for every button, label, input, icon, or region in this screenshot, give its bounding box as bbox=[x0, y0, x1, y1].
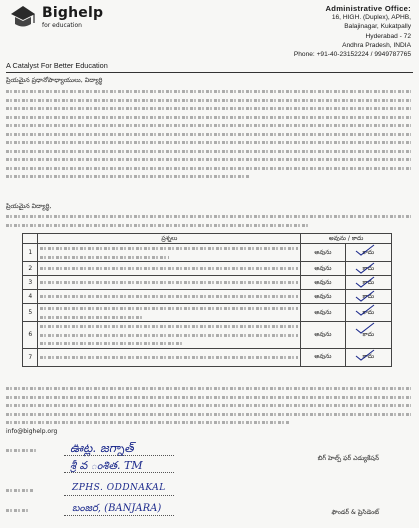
office-phone: Phone: +91-40-23152224 / 9949787765 bbox=[293, 51, 411, 59]
row-number: 5 bbox=[23, 304, 38, 322]
village-label bbox=[6, 506, 30, 515]
questions-table bbox=[22, 233, 392, 367]
student-name-handwritten: ఊట్ల. జగ్నాత్ bbox=[70, 441, 134, 455]
question-text bbox=[38, 348, 301, 366]
question-text bbox=[38, 276, 301, 290]
signature-line bbox=[64, 472, 174, 473]
checkmark-icon bbox=[354, 262, 376, 274]
intro-paragraph bbox=[6, 87, 411, 197]
office-address bbox=[211, 4, 411, 59]
bighelp-logo-icon bbox=[8, 4, 38, 32]
question-text bbox=[38, 290, 301, 304]
office-title: Administrative Office: bbox=[325, 4, 411, 13]
no-option[interactable]: కాదు bbox=[345, 290, 391, 304]
student-name-label bbox=[6, 446, 36, 455]
row-number: 3 bbox=[23, 276, 38, 290]
question-text bbox=[38, 262, 301, 276]
yes-option[interactable]: అవును bbox=[301, 304, 345, 322]
closing-paragraph bbox=[6, 384, 411, 426]
no-option[interactable]: కాదు bbox=[345, 276, 391, 290]
office-line: Balajinagar, Kukatpally bbox=[344, 23, 411, 31]
question-text bbox=[38, 322, 301, 349]
table-row bbox=[23, 348, 392, 366]
signature-line bbox=[64, 495, 174, 496]
no-option[interactable]: కాదు bbox=[345, 348, 391, 366]
no-option[interactable]: కాదు bbox=[345, 244, 391, 262]
checkmark-icon bbox=[354, 276, 376, 288]
checkmark-icon bbox=[354, 304, 376, 316]
table-header-row bbox=[23, 234, 392, 244]
school-name-handwritten: ZPHS. ODDNAKAL bbox=[72, 483, 166, 493]
tagline: A Catalyst For Better Education bbox=[6, 61, 108, 70]
contact-email: info@bighelp.org bbox=[6, 428, 58, 435]
yes-option[interactable]: అవును bbox=[301, 348, 345, 366]
organization-signatory: బిగ్ హెల్ప్ ఫర్ ఎడ్యుకేషన్ bbox=[317, 455, 379, 462]
yes-option[interactable]: అవును bbox=[301, 262, 345, 276]
table-row bbox=[23, 276, 392, 290]
office-line: Hyderabad - 72 bbox=[365, 32, 411, 40]
village-name-handwritten: బంజర, (BANJARA) bbox=[72, 503, 162, 514]
checkmark-icon bbox=[354, 244, 376, 256]
header-divider bbox=[6, 72, 413, 73]
no-option[interactable]: కాదు bbox=[345, 322, 391, 349]
row-number: 7 bbox=[23, 348, 38, 366]
table-row bbox=[23, 304, 392, 322]
student-signature-handwritten: శ్రీ వ ంశిత. TM bbox=[70, 459, 143, 472]
row-number: 2 bbox=[23, 262, 38, 276]
school-label bbox=[6, 486, 34, 495]
table-row bbox=[23, 244, 392, 262]
instructions-paragraph bbox=[6, 212, 411, 232]
row-number: 4 bbox=[23, 290, 38, 304]
question-text bbox=[38, 244, 301, 262]
brand-subtitle: for education bbox=[42, 22, 82, 29]
row-number: 6 bbox=[23, 322, 38, 349]
question-text bbox=[38, 304, 301, 322]
table-row bbox=[23, 322, 392, 349]
checkmark-icon bbox=[354, 349, 376, 361]
yes-option[interactable]: అవును bbox=[301, 290, 345, 304]
no-option[interactable]: కాదు bbox=[345, 304, 391, 322]
yes-option[interactable]: అవును bbox=[301, 276, 345, 290]
greeting: ప్రియమైన ప్రధానోపాధ్యాయులు, విద్యార్థి bbox=[6, 77, 103, 84]
row-number: 1 bbox=[23, 244, 38, 262]
header-questions: ప్రశ్నలు bbox=[38, 234, 301, 244]
office-line: 16, HIGH. (Duplex), APHB, bbox=[331, 14, 411, 22]
checkmark-icon bbox=[354, 290, 376, 302]
brand-name: Bighelp bbox=[42, 5, 104, 21]
signature-line bbox=[64, 455, 174, 456]
no-option[interactable]: కాదు bbox=[345, 262, 391, 276]
checkmark-icon bbox=[354, 322, 376, 334]
signature-line bbox=[64, 515, 174, 516]
table-row bbox=[23, 290, 392, 304]
header-answers: అవును / కాదు bbox=[301, 234, 392, 244]
student-salutation: ప్రియమైన విద్యార్థి, bbox=[6, 203, 52, 210]
founder-president-label: ఫౌండర్ & ప్రెసిడెంట్ bbox=[331, 509, 379, 516]
office-line: Andhra Pradesh, INDIA bbox=[342, 41, 411, 49]
yes-option[interactable]: అవును bbox=[301, 322, 345, 349]
yes-option[interactable]: అవును bbox=[301, 244, 345, 262]
table-row bbox=[23, 262, 392, 276]
header-sn bbox=[23, 234, 38, 244]
